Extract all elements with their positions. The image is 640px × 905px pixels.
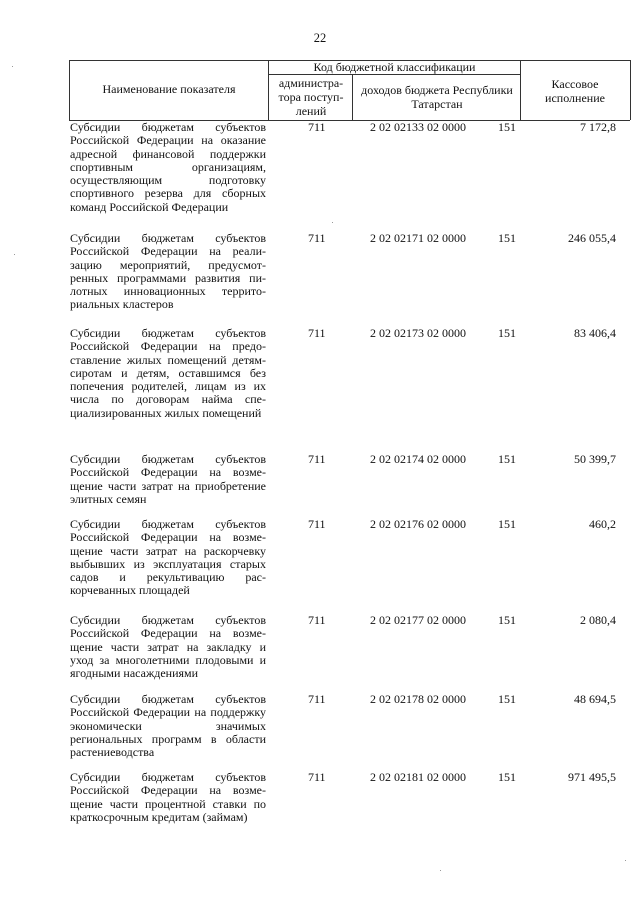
row-admin-code: 711 bbox=[308, 120, 326, 134]
row-revenue-code: 2 02 02177 02 0000 bbox=[370, 613, 466, 627]
row-kosgu-code: 151 bbox=[498, 452, 516, 466]
row-admin-code: 711 bbox=[308, 692, 326, 706]
row-name: Субсидии бюджетам субъектов Российской Федерации на возмещение части затрат на раскорчевку выбывших из эксплуатация старых садов и рекультивацию раскорчеванных площадей bbox=[70, 517, 266, 598]
row-amount: 50 399,7 bbox=[574, 452, 616, 466]
row-revenue-code: 2 02 02173 02 0000 bbox=[370, 326, 466, 340]
row-admin-code: 711 bbox=[308, 452, 326, 466]
page-number: 22 bbox=[313, 31, 327, 45]
row-kosgu-code: 151 bbox=[498, 326, 516, 340]
row-kosgu-code: 151 bbox=[498, 231, 516, 245]
scan-speck bbox=[625, 860, 626, 861]
header-name: Наименование показателя bbox=[102, 82, 236, 96]
row-name: Субсидии бюджетам субъектов Российской Федерации на поддержку экономически значимых региональных программ в области растениеводства bbox=[70, 692, 266, 760]
row-kosgu-code: 151 bbox=[498, 120, 516, 134]
row-revenue-code: 2 02 02171 02 0000 bbox=[370, 231, 466, 245]
row-kosgu-code: 151 bbox=[498, 770, 516, 784]
row-amount: 246 055,4 bbox=[568, 231, 616, 245]
row-name: Субсидии бюджетам субъектов Российской Федерации на оказание адресной финансовой поддержки спортивным организациям, осуществляющим подготовку спортивного резерва для сборных команд Российской Федерации bbox=[70, 120, 266, 214]
row-kosgu-code: 151 bbox=[498, 613, 516, 627]
scan-speck bbox=[440, 870, 441, 871]
header-mid-border bbox=[268, 74, 520, 75]
row-revenue-code: 2 02 02174 02 0000 bbox=[370, 452, 466, 466]
row-amount: 971 495,5 bbox=[568, 770, 616, 784]
header-divider-3 bbox=[352, 74, 353, 120]
scan-speck bbox=[12, 66, 13, 67]
header-code-group: Код бюджетной классификации bbox=[313, 60, 476, 74]
row-amount: 48 694,5 bbox=[574, 692, 616, 706]
row-amount: 460,2 bbox=[589, 517, 616, 531]
row-kosgu-code: 151 bbox=[498, 692, 516, 706]
row-amount: 2 080,4 bbox=[580, 613, 616, 627]
row-name: Субсидии бюджетам субъектов Российской Федерации на возмещение части затрат на закладку и уход за многолетними плодовыми и ягодными насаждениями bbox=[70, 613, 266, 681]
header-admin: администра-тора поступ-лений bbox=[278, 76, 344, 118]
row-admin-code: 711 bbox=[308, 326, 326, 340]
scan-speck bbox=[14, 254, 15, 255]
row-revenue-code: 2 02 02181 02 0000 bbox=[370, 770, 466, 784]
header-divider-4 bbox=[520, 60, 521, 120]
scan-speck bbox=[332, 222, 333, 223]
row-admin-code: 711 bbox=[308, 517, 326, 531]
header-amount: Кассовое исполнение bbox=[545, 77, 605, 105]
row-kosgu-code: 151 bbox=[498, 517, 516, 531]
row-amount: 83 406,4 bbox=[574, 326, 616, 340]
row-name: Субсидии бюджетам субъектов Российской Федерации на возмещение части затрат на приобретение элитных семян bbox=[70, 452, 266, 506]
row-revenue-code: 2 02 02178 02 0000 bbox=[370, 692, 466, 706]
row-revenue-code: 2 02 02176 02 0000 bbox=[370, 517, 466, 531]
header-revenue: доходов бюджета Республики Татарстан bbox=[361, 83, 513, 111]
row-admin-code: 711 bbox=[308, 231, 326, 245]
row-amount: 7 172,8 bbox=[580, 120, 616, 134]
row-name: Субсидии бюджетам субъектов Российской Федерации на реализацию мероприятий, предусмотренных программами развития пилотных инновационных территориальных кластеров bbox=[70, 231, 266, 312]
row-admin-code: 711 bbox=[308, 770, 326, 784]
row-name: Субсидии бюджетам субъектов Российской Федерации на возмещение части процентной ставки по краткосрочным кредитам (займам) bbox=[70, 770, 266, 824]
row-revenue-code: 2 02 02133 02 0000 bbox=[370, 120, 466, 134]
row-admin-code: 711 bbox=[308, 613, 326, 627]
row-name: Субсидии бюджетам субъектов Российской Федерации на предоставление жилых помещений детям-сиротам и детям, оставшимся без попечения родителей, лицам из их числа по договорам найма специализированных жилых помещений bbox=[70, 326, 266, 420]
header-divider-5 bbox=[630, 60, 631, 120]
